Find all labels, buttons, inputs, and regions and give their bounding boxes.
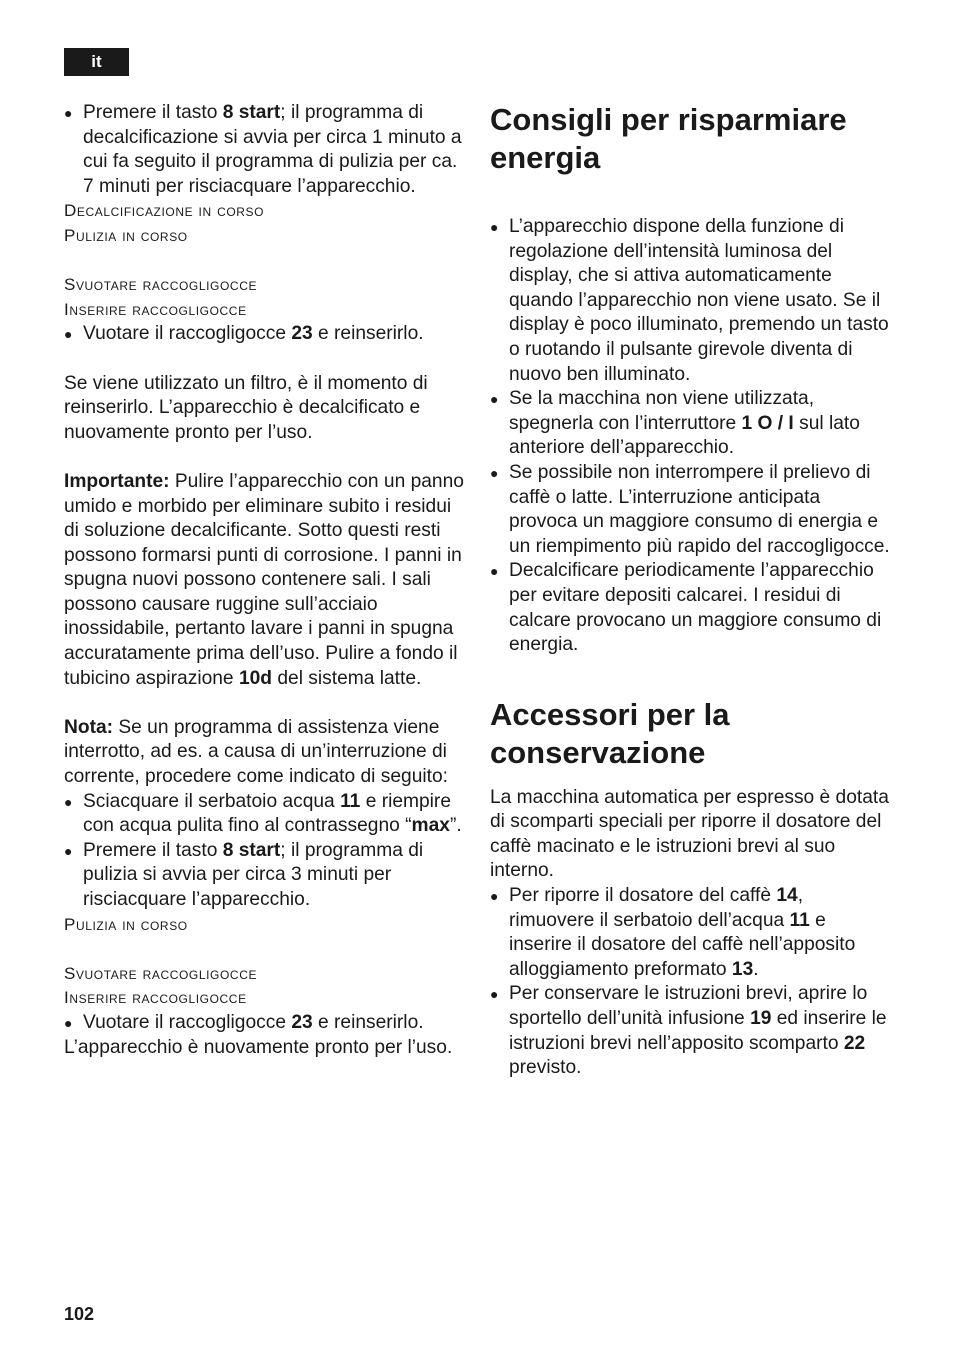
display-message: Inserire raccogligocce <box>64 299 247 319</box>
page-number: 102 <box>64 1304 95 1324</box>
storage-coffee-scoop: ● Per riporre il dosatore del caffè 14, rimuovere il serbatoio dell’acqua 11 e inserire il dosatore del caffè nell’apposito alloggiamento preformato 13. <box>490 884 890 982</box>
step-rinse-water-tank: ● Sciacquare il serbatoio acqua 11 e riempire con acqua pulita fino al contrassegno “max”. <box>64 790 466 839</box>
display-message: Pulizia in corso <box>64 914 188 934</box>
filter-paragraph: Se viene utilizzato un filtro, è il momento di reinserirlo. L’apparecchio è decalcificato e nuovamente pronto per l’uso. <box>64 372 428 443</box>
tip-display-dimming: ● L’apparecchio dispone della funzione di regolazione dell’intensità luminosa del display, che si attiva automaticamente quando l’apparecchio non viene usato. Se il display è poco illuminato, premendo un tasto o ruotando il pulsante girevole diventa di nuovo ben illuminato. <box>490 215 890 387</box>
tip-no-interruption: ● Se possibile non interrompere il prelievo di caffè o latte. L’interruzione anticipata provoca un maggiore consumo di energia e un riempimento più rapido del raccogligocce. <box>490 461 890 559</box>
storage-quick-guide: ● Per conservare le istruzioni brevi, aprire lo sportello dell’unità infusione 19 ed inserire le istruzioni brevi nell’apposito scomparto 22 previsto. <box>490 982 890 1080</box>
section-heading-storage: Accessori per la conservazione <box>490 696 730 770</box>
display-message: Svuotare raccogligocce <box>64 963 258 983</box>
important-note: Importante: Pulire l’apparecchio con un panno umido e morbido per eliminare subito i residui di soluzione decalcificante. Sotto questi resti possono formarsi punti di corrosione. I panni in spugna nuovi possono contenere sali. I sali possono causare ruggine sull’acciaio inossidabile, pertanto lavare i panni in spugna accuratamente prima dell’uso. Pulire a fondo il tubicino aspirazione 10d del sistema latte. <box>64 470 464 689</box>
display-message: Pulizia in corso <box>64 225 188 245</box>
step-empty-drip-tray: ● Vuotare il raccogligocce 23 e reinserirlo. <box>64 322 466 347</box>
display-message: Svuotare raccogligocce <box>64 275 258 295</box>
step-empty-drip-tray: ● Vuotare il raccogligocce 23 e reinserirlo. <box>64 1011 466 1036</box>
display-message: Inserire raccogligocce <box>64 988 247 1008</box>
ready-paragraph: L’apparecchio è nuovamente pronto per l’uso. <box>64 1036 453 1058</box>
right-column <box>490 101 890 1081</box>
display-message: Decalcificazione in corso <box>64 201 265 221</box>
step-press-start-decalc: ● Premere il tasto 8 start; il programma di decalcificazione si avvia per circa 1 minuto a cui fa seguito il programma di pulizia per ca. 7 minuti per risciacquare l’apparecchio. <box>64 101 466 199</box>
left-column <box>64 101 466 1060</box>
language-code: it <box>91 52 102 71</box>
tip-descale: ● Decalcificare periodicamente l’apparecchio per evitare depositi calcarei. I residui di calcare provocano un maggiore consumo di energia. <box>490 559 890 657</box>
section-heading-energy: Consigli per risparmiare energia <box>490 102 847 175</box>
language-tab <box>64 48 129 76</box>
storage-intro: La macchina automatica per espresso è dotata di scomparti speciali per riporre il dosatore del caffè macinato e le istruzioni brevi al suo interno. <box>490 786 889 882</box>
nota-paragraph: Nota: Se un programma di assistenza viene interrotto, ad es. a causa di un’interruzione di corrente, procedere come indicato di seguito: <box>64 716 448 788</box>
tip-switch-off: ● Se la macchina non viene utilizzata, spegnerla con l’interruttore 1 O / I sul lato anteriore dell’apparecchio. <box>490 387 890 461</box>
step-press-start-clean: ● Premere il tasto 8 start; il programma di pulizia si avvia per circa 3 minuti per risciacquare l’apparecchio. <box>64 839 466 913</box>
